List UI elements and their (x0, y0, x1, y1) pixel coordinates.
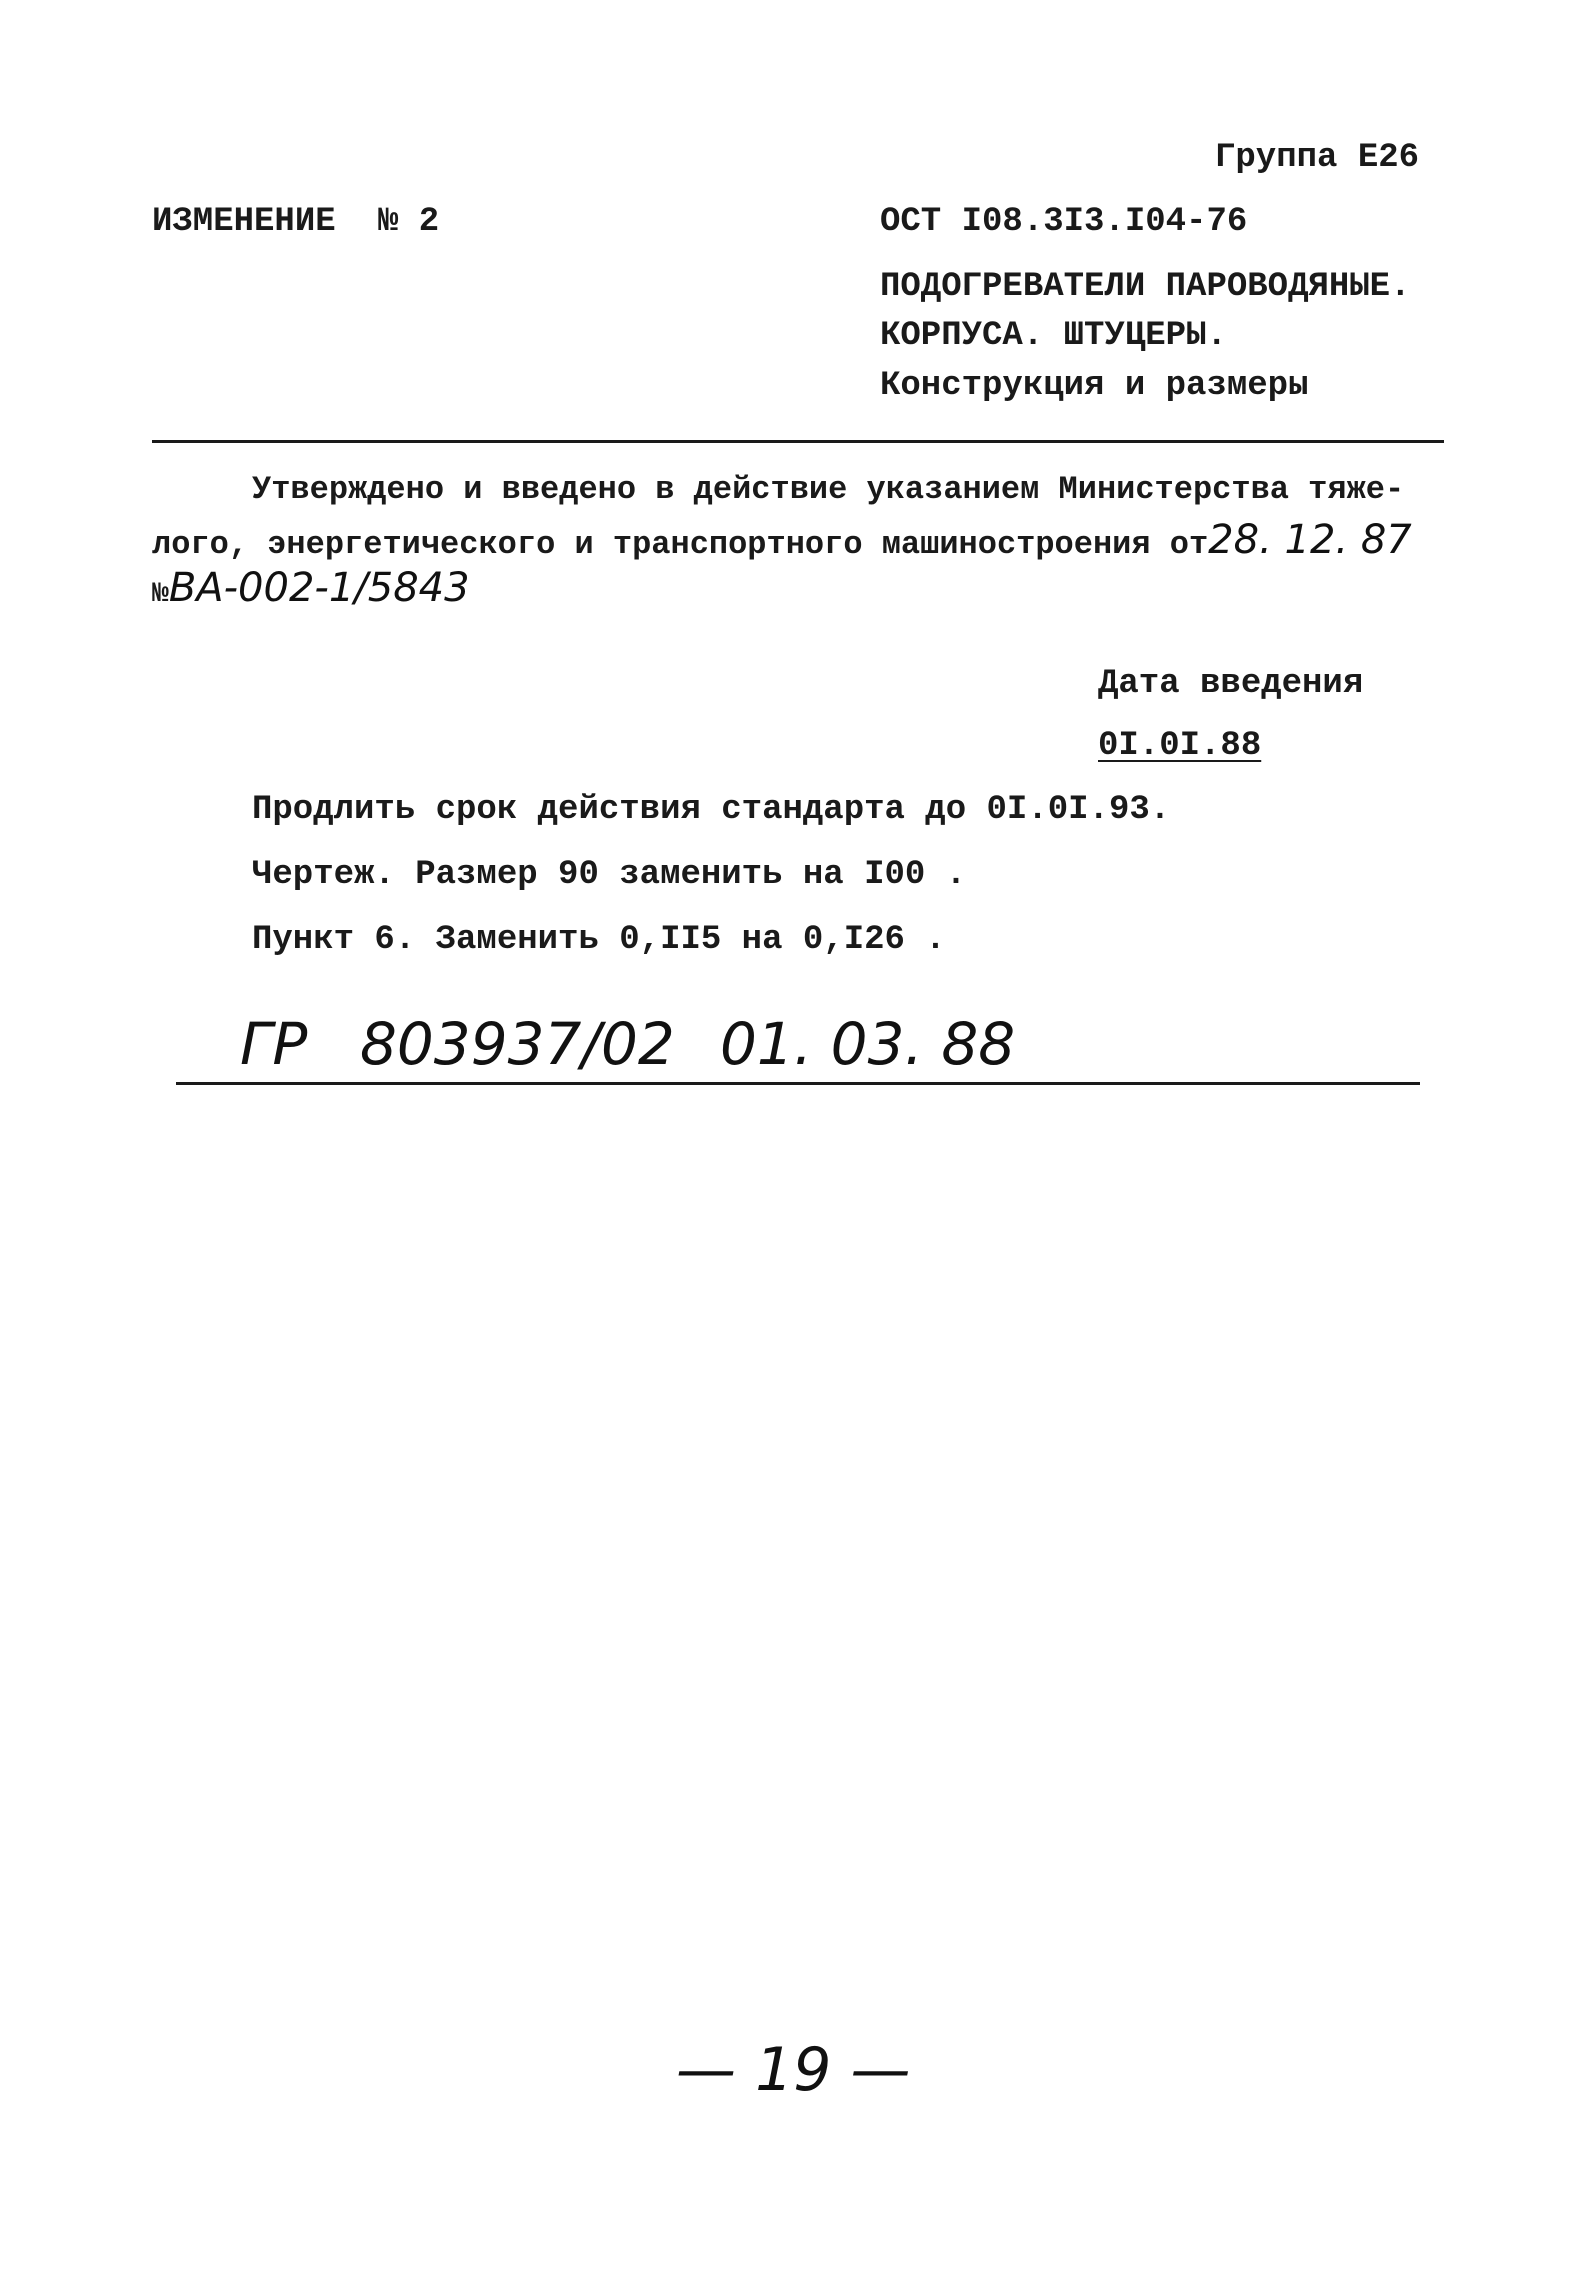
approval-line-3 (152, 565, 470, 615)
change-number: № 2 (378, 203, 440, 241)
group-code: Группа Е26 (1215, 139, 1420, 177)
change-label: ИЗМЕНЕНИЕ (152, 203, 336, 241)
approval-line-2 (152, 517, 1412, 565)
page-number: — 19 — (676, 2035, 911, 2105)
effective-date-label: Дата введения (1098, 665, 1364, 703)
standard-code: ОСТ I08.3I3.I04-76 (880, 203, 1248, 241)
document-title-line-2: КОРПУСА. ШТУЦЕРЫ. (880, 317, 1227, 355)
change-item-2: Чертеж. Размер 90 заменить на I00 . (252, 856, 967, 894)
document-title-line-1: ПОДОГРЕВАТЕЛИ ПАРОВОДЯНЫЕ. (880, 268, 1411, 306)
registration-underline (176, 1082, 1420, 1085)
change-item-3: Пункт 6. Заменить 0,II5 на 0,I26 . (252, 921, 946, 959)
approval-number-handwritten: ВА-002-1/5843 (168, 565, 470, 611)
header-divider (152, 440, 1444, 443)
document-title-line-3: Конструкция и размеры (880, 367, 1309, 405)
approval-number-sign: № (152, 579, 169, 610)
effective-date-value: 0I.0I.88 (1098, 727, 1262, 765)
registration-date: 01. 03. 88 (720, 1010, 1016, 1078)
approval-line-1: Утверждено и введено в действие указанием Министерства тяже- (252, 471, 1405, 508)
approval-line-2-text: лого, энергетического и транспортного машиностроения от (152, 526, 1209, 563)
registration-number: 803937/02 (360, 1010, 675, 1078)
approval-date-handwritten: 28. 12. 87 (1208, 517, 1412, 563)
change-item-1: Продлить срок действия стандарта до 0I.0I.93. (252, 791, 1171, 829)
registration-prefix: ГР (240, 1010, 308, 1078)
